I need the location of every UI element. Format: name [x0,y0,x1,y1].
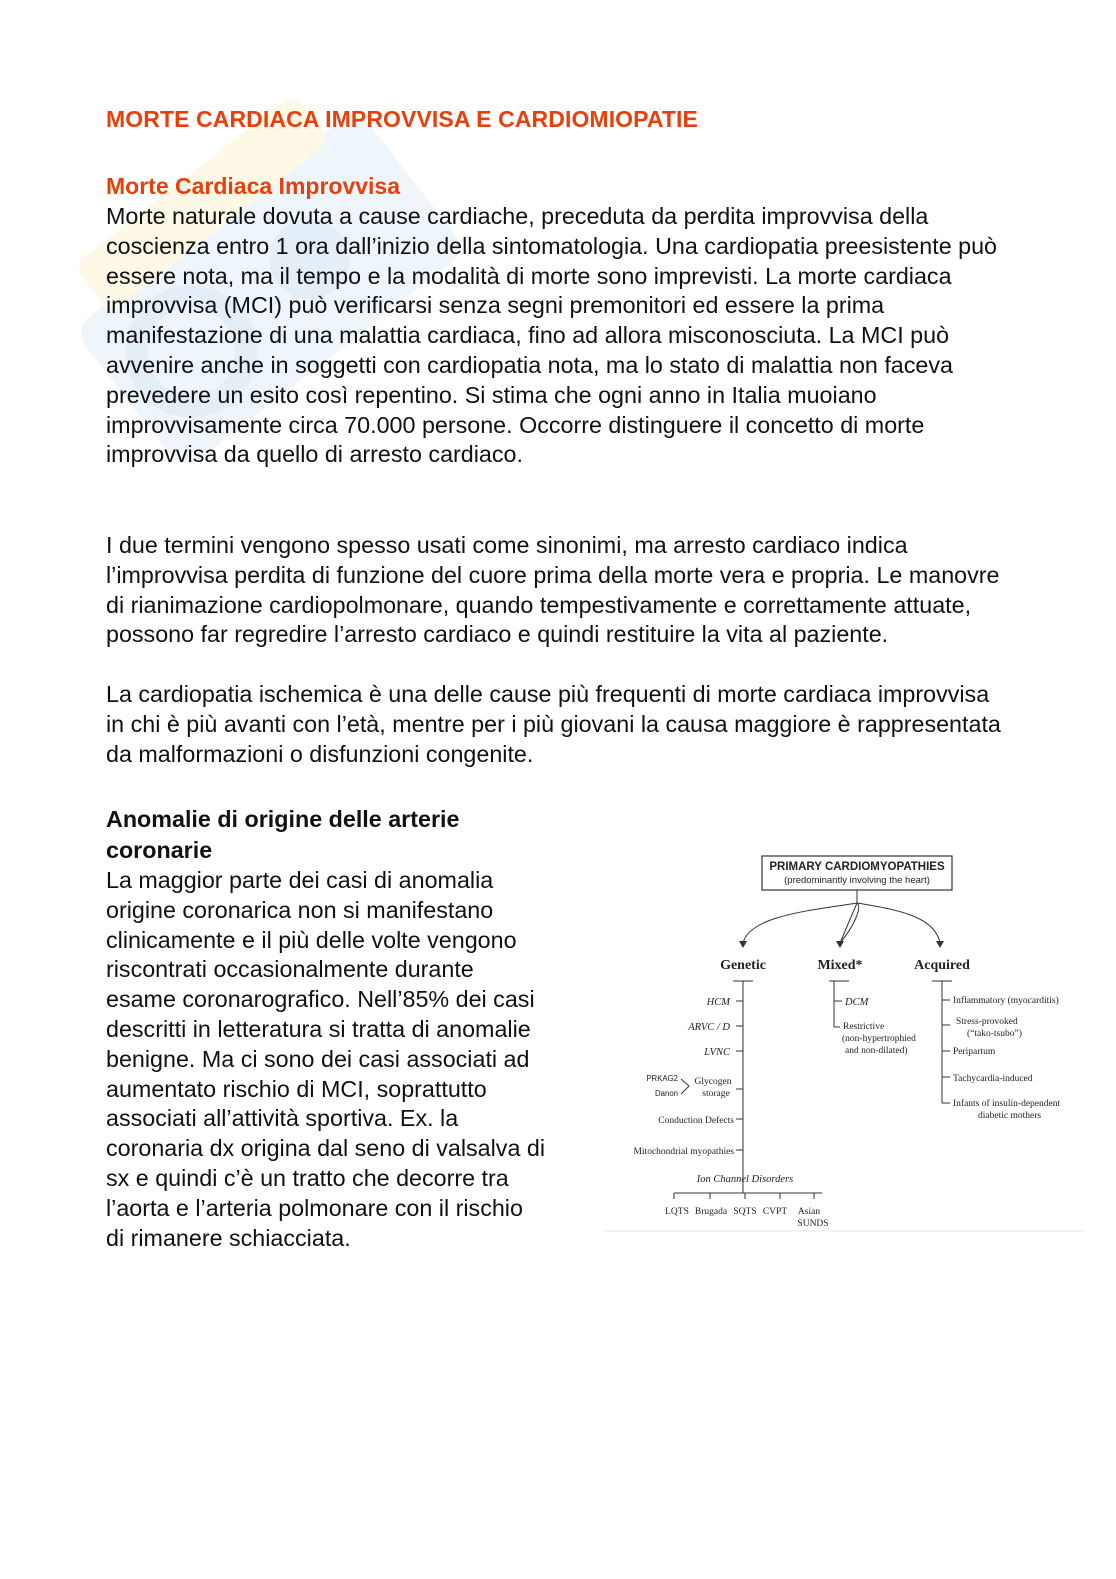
mixed-label: Mixed* [817,958,863,973]
genetic-ion-channel: Ion Channel Disorders [696,1174,794,1185]
mixed-dcm: DCM [845,997,869,1008]
paragraph-arresto: I due termini vengono spesso usati come sinonimi, ma arresto cardiaco indica l’improvvisa perdita di funzione del cuore prima della morte vera e propria. Le manovre di rianimazione cardiopolmonare, quando tempestivamente e correttamente attuate, possono far regredire l’arresto cardiaco e quindi restituire la vita al paziente. [106,532,1000,648]
acquired-inflammatory: Inflammatory (myocarditis) [953,996,1059,1006]
ion-cvpt: CVPT [762,1207,788,1217]
ion-asian: Asian [797,1207,821,1217]
subheading-anomalie: Anomalie di origine delle arterie coronarie [106,806,460,863]
mixed-restrictive-a: Restrictive [843,1022,885,1032]
paragraph-cardiopatia: La cardiopatia ischemica è una delle cause più frequenti di morte cardiaca improvvisa in chi è più avanti con l’età, mentre per i più giovani la causa maggiore è rappresentata da malformazioni o disfunzioni congenite. [106,681,1001,767]
acquired-peripartum: Peripartum [953,1047,996,1057]
acquired-tachy: Tachycardia-induced [953,1074,1033,1084]
ion-sunds: SUNDS [797,1219,829,1229]
ion-brugada: Brugada [694,1207,728,1217]
glycogen-danon: Danon [655,1089,678,1098]
acquired-stress-b: (“tako-tsubo”) [967,1029,1022,1039]
acquired-label: Acquired [914,958,970,973]
acquired-infants-b: diabetic mothers [978,1111,1042,1121]
genetic-item-hcm: HCM [706,997,730,1008]
genetic-item-lvnc: LVNC [704,1047,730,1058]
glycogen-label-b: storage [702,1089,730,1099]
box-subtitle: (predominantly involving the heart) [784,875,930,886]
genetic-label: Genetic [720,958,766,973]
page-title: MORTE CARDIACA IMPROVVISA E CARDIOMIOPATIE [106,106,698,132]
section-heading: Morte Cardiaca Improvvisa [106,173,401,199]
mixed-restrictive-b: (non-hypertrophied [842,1034,916,1044]
glycogen-label-a: Glycogen [694,1077,732,1087]
acquired-stress-a: Stress-provoked [956,1017,1018,1027]
paragraph-definition: Morte naturale dovuta a cause cardiache, preceduta da perdita improvvisa della coscienza entro 1 ora dall’inizio della sintomatologia. Una cardiopatia preesistente può essere nota, ma il tempo e la modalità di morte sono imprevisti. La morte cardiaca improvvisa (MCI) può verificarsi senza segni premonitori ed essere la prima manifestazione di una malattia cardiaca, fino ad allora misconosciuta. La MCI può avvenire anche in soggetti con cardiopatia nota, ma lo stato di malattia non faceva prevedere un esito così repentino. Si stima che ogni anno in Italia muoiano improvvisamente circa 70.000 persone. Occorre distinguere il concetto di morte improvvisa da quello di arresto cardiaco. [106,203,997,468]
ion-sqts: SQTS [733,1207,757,1217]
genetic-mito: Mitochondrial myopathies [633,1147,734,1157]
genetic-conduction: Conduction Defects [658,1116,734,1126]
mixed-restrictive-c: and non-dilated) [845,1046,908,1056]
acquired-infants-a: Infants of insulin-dependent [953,1099,1061,1109]
classification-diagram [600,845,1090,1235]
cardiomyopathy-classification-figure [600,845,1090,1235]
glycogen-prkag2: PRKAG2 [646,1074,678,1083]
box-title: PRIMARY CARDIOMYOPATHIES [769,861,945,873]
ion-lqts: LQTS [665,1207,689,1217]
paragraph-anomalie: La maggior parte dei casi di anomalia origine coronarica non si manifestano clinicamente e il più delle volte vengono riscontrati occasionalmente durante esame coronarografico. Nell’85% dei casi descritti in letteratura si tratta di anomalie benigne. Ma ci sono dei casi associati ad aumentato rischio di MCI, soprattutto associati all’attività sportiva. Ex. la coronaria dx origina dal seno di valsalva di sx e quindi c’è un tratto che decorre tra l’aorta e l’arteria polmonare con il rischio di rimanere schiacciata. [106,867,546,1251]
genetic-item-arvc: ARVC / D [688,1022,730,1033]
